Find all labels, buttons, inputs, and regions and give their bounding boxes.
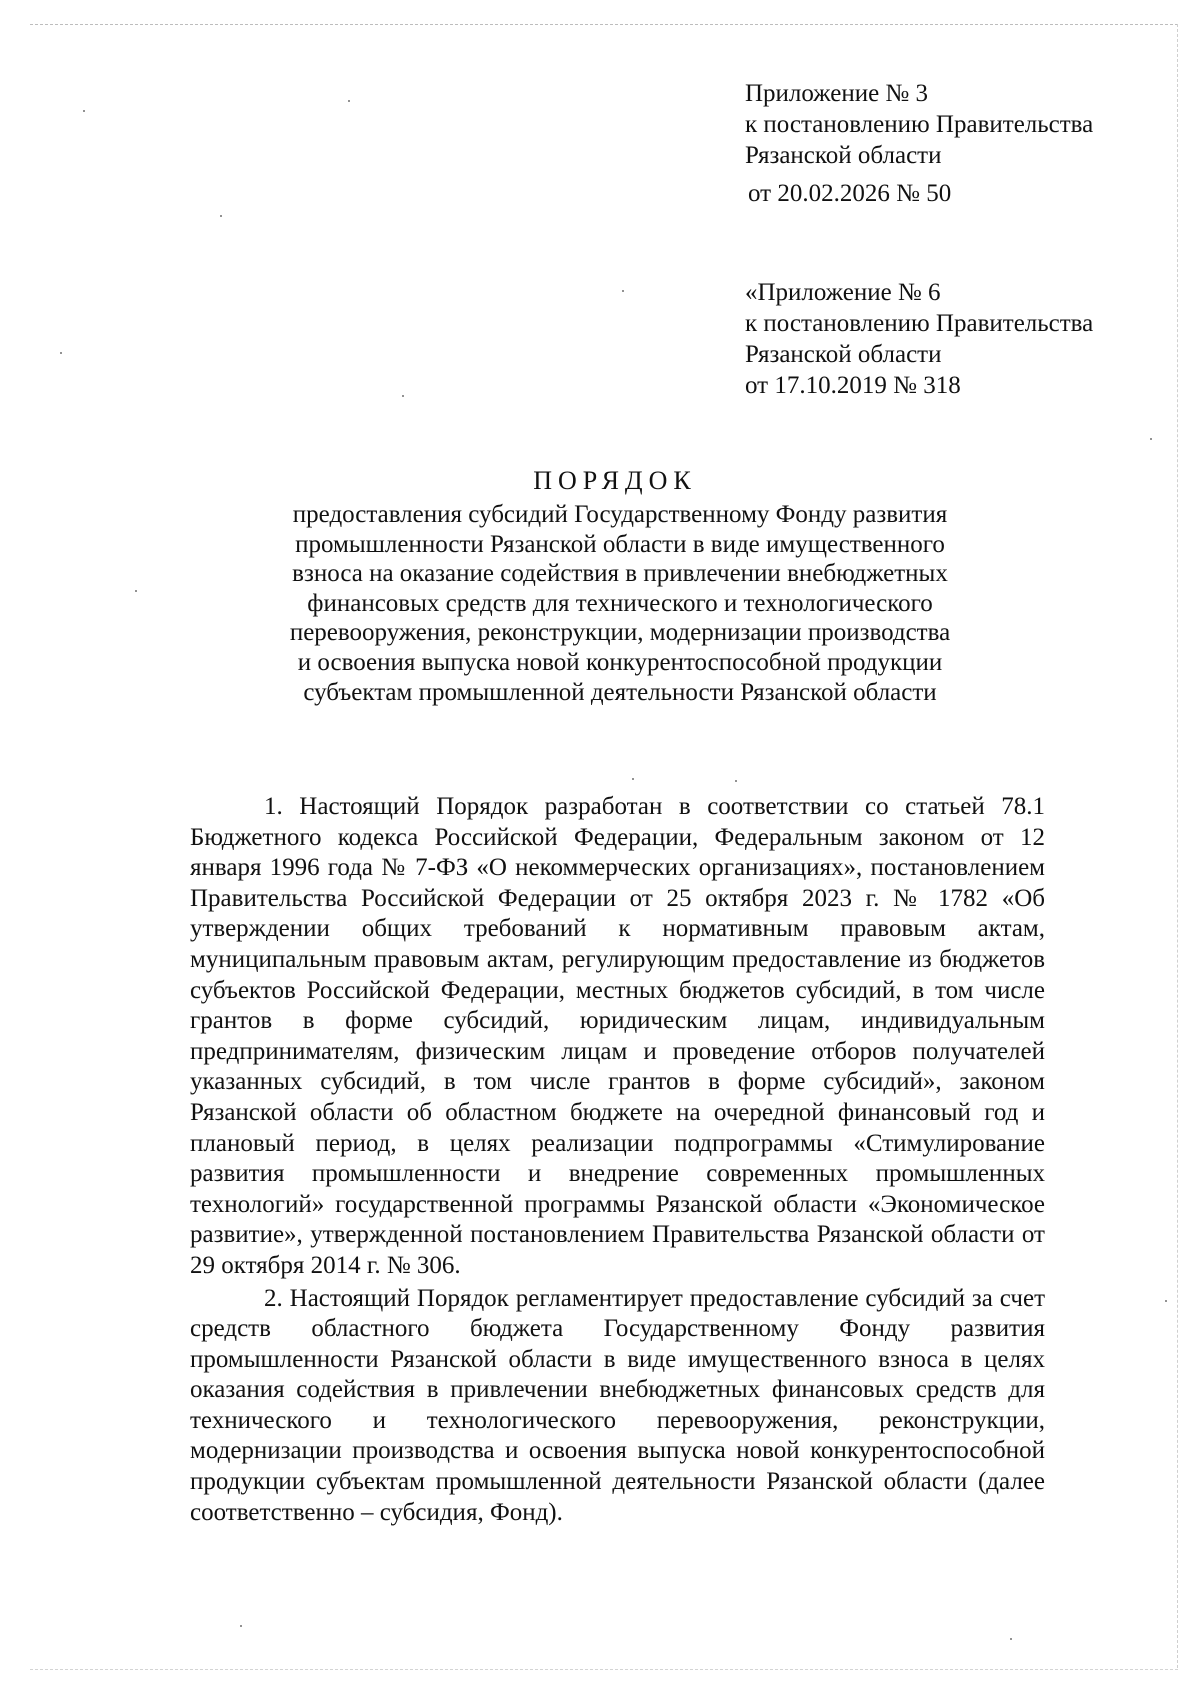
attachment-original-number: «Приложение № 6 [745,279,941,306]
subtitle-line: финансовых средств для технического и технологического [307,589,933,617]
scan-speck [1010,1638,1012,1640]
scan-speck [402,395,404,397]
attachment-original-resolution: к постановлению Правительства [745,310,1094,337]
paragraph-1: 1. Настоящий Порядок разработан в соответствии со статьей 78.1 Бюджетного кодекса Российской Федерации, Федеральным законом от 12 января 1996 года № 7-ФЗ «О некоммерческих организациях», постановлением Правительства Российской Федерации от 25 октября 2023 г. № 1782 «Об утверждении общих требований к нормативным правовым актам, муниципальным правовым актам, регулирующим предоставление из бюджетов субъектов Российской Федерации, местных бюджетов субсидий, в том числе грантов в форме субсидий, юридическим лицам, индивидуальным предпринимателям, физическим лицам и проведение отборов получателей указанных субсидий, в том числе грантов в форме субсидий», законом Рязанской области об областном бюджете на очередной финансовый год и плановый период, в целях реализации подпрограммы «Стимулирование развития промышленности и внедрение современных промышленных технологий» государственной программы Рязанской области «Экономическое развитие», утвержденной постановлением Правительства Рязанской области от 29 октября 2014 г. № 306. [190,793,1045,1279]
scan-edge-top [30,24,1178,25]
attachment-current-resolution: к постановлению Правительства [745,111,1094,138]
scan-speck [622,290,624,292]
document-body [190,792,1045,1528]
scan-speck [1165,1300,1167,1302]
subtitle-line: и освоения выпуска новой конкурентоспособной продукции [297,648,943,676]
scan-edge-bottom [30,1669,1178,1670]
subtitle-line: перевооружения, реконструкции, модернизации производства [289,619,951,647]
subtitle-line: промышленности Рязанской области в виде имущественного [295,530,945,558]
attachment-current-block [745,78,1093,209]
subtitle-line: субъектам промышленной деятельности Рязанской области [303,678,937,706]
scan-speck [632,778,634,780]
scan-speck [348,100,350,102]
subtitle-line: взноса на оказание содействия в привлечении внебюджетных [292,560,948,588]
document-title: ПОРЯДОК [533,466,697,495]
scan-speck [240,1625,242,1627]
scan-speck [135,590,137,592]
scan-speck [220,215,222,217]
attachment-original-region: Рязанской области [745,341,942,368]
attachment-current-date: от 20.02.2026 № 50 [748,180,952,207]
attachment-original-block [745,277,1093,401]
attachment-current-number: Приложение № 3 [745,80,929,107]
subtitle-line: предоставления субсидий Государственному Фонду развития [292,501,948,528]
paragraph-2: 2. Настоящий Порядок регламентирует предоставление субсидий за счет средств областного бюджета Государственному Фонду развития промышленности Рязанской области в виде имущественного взноса в целях оказания содействия в привлечении внебюджетных финансовых средств для технического и технологического перевооружения, реконструкции, модернизации производства и освоения выпуска новой конкурентоспособной продукции субъектам промышленной деятельности Рязанской области (далее соответственно – субсидия, Фонд). [190,1284,1045,1526]
attachment-original-date: от 17.10.2019 № 318 [745,372,961,399]
document-subtitle [190,500,1050,707]
attachment-current-region: Рязанской области [745,142,942,169]
scan-speck [60,352,62,354]
scan-speck [1150,438,1152,440]
scan-speck [735,780,737,782]
scan-edge-right [1177,24,1178,1668]
scan-speck [83,110,85,112]
